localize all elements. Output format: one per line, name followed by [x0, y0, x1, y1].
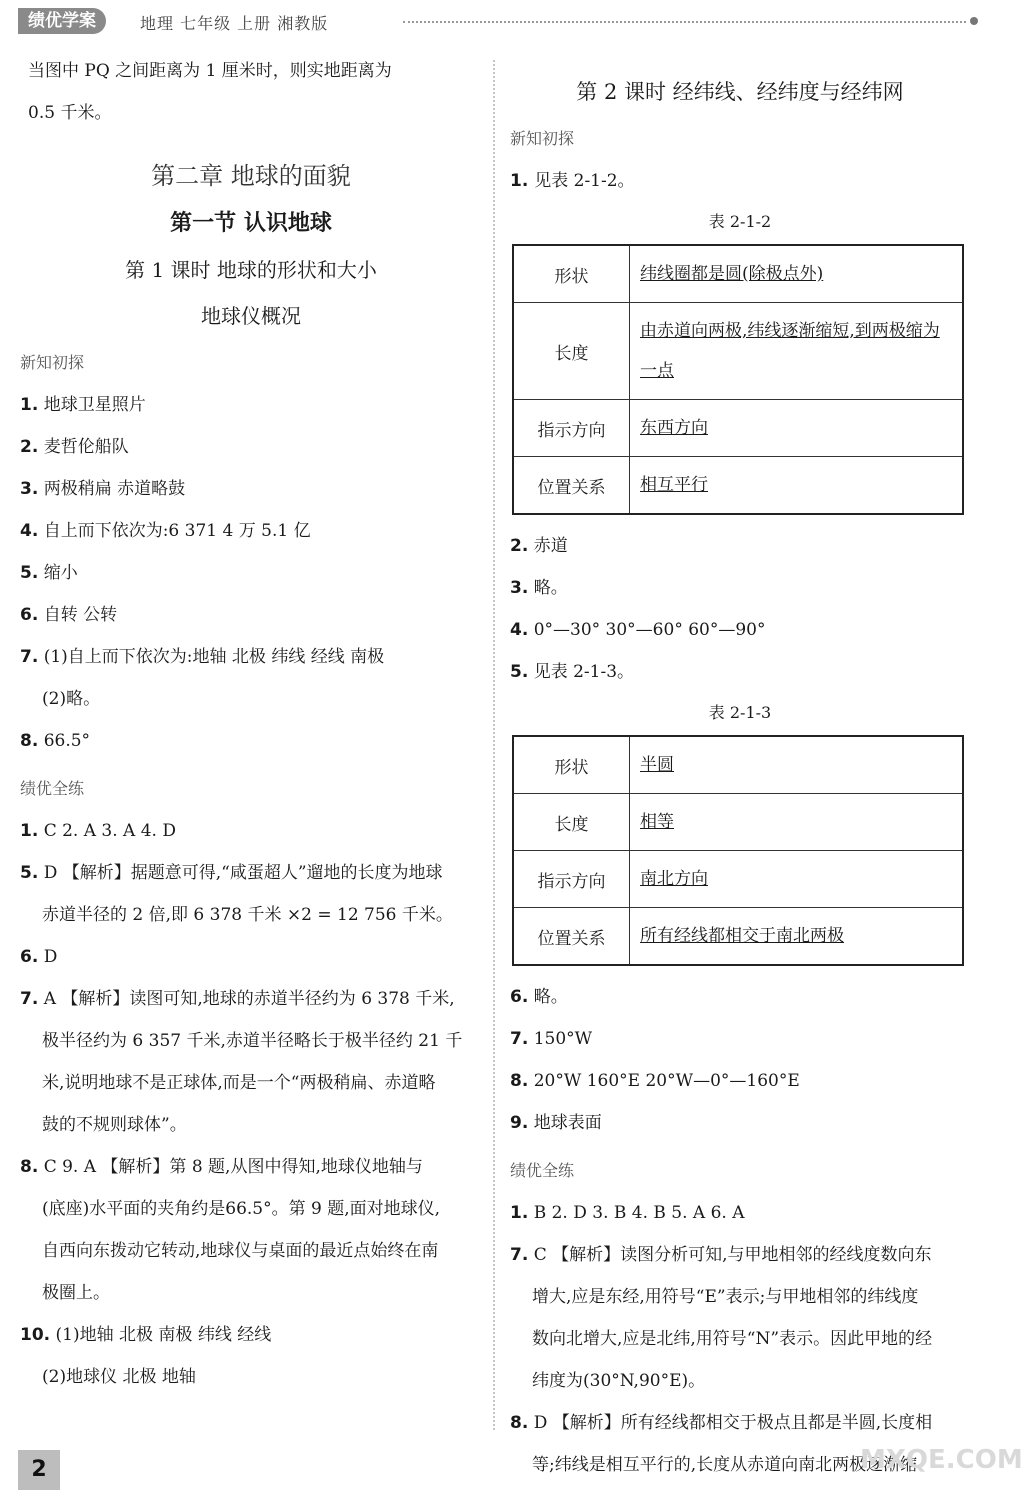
list-item [20, 1314, 482, 1356]
item-number: 1. [510, 1203, 529, 1223]
list-item [20, 1062, 482, 1104]
list-item [510, 609, 970, 651]
list-item [20, 552, 482, 594]
item-number: 10. [20, 1325, 51, 1345]
list-item [510, 1234, 970, 1276]
item-text: C 【解析】读图分析可知,与甲地相邻的经线度数向东 [533, 1245, 932, 1265]
table-row [513, 245, 963, 303]
table-row [513, 303, 963, 400]
list-item [20, 510, 482, 552]
right-column [510, 50, 970, 1486]
label-new-knowledge: 新知初探 [20, 353, 85, 372]
item-text: (1)自上而下依次为:地轴 北极 纬线 经线 南极 [43, 647, 385, 667]
list-item [510, 976, 970, 1018]
table-key: 形状 [513, 736, 630, 794]
list-item [510, 651, 970, 693]
item-text: 两极稍扁 赤道略鼓 [43, 479, 186, 499]
table-key: 位置关系 [513, 457, 630, 515]
item-text: 纬度为(30°N,90°E)。 [532, 1371, 706, 1391]
item-text: D [43, 947, 58, 967]
list-item [20, 468, 482, 510]
item-number: 6. [20, 947, 39, 967]
item-number: 3. [20, 479, 39, 499]
item-text: 鼓的不规则球体”。 [42, 1115, 187, 1135]
item-text: 极圈上。 [42, 1283, 110, 1303]
item-number: 8. [20, 731, 39, 751]
practice-list [20, 810, 482, 1398]
item-text: 地球表面 [533, 1113, 602, 1133]
practice-list-2 [510, 1192, 970, 1486]
item-number: 5. [20, 863, 39, 883]
item-text: 略。 [533, 578, 568, 598]
list-item [20, 1356, 482, 1398]
item-number: 1. [20, 395, 39, 415]
item-text: 赤道 [533, 536, 568, 556]
label-practice-2: 绩优全练 [510, 1161, 575, 1180]
list-item [20, 1230, 482, 1272]
list-item [20, 384, 482, 426]
underlined-answer: 由赤道向两极,纬线逐渐缩短,到两极缩为一点 [640, 321, 940, 381]
lesson-title: 第 1 课时 地球的形状和大小 [125, 258, 377, 282]
table-row [513, 457, 963, 515]
item-number: 7. [20, 647, 39, 667]
item-text: (2)略。 [42, 689, 101, 709]
subject-line: 地理 七年级 上册 湘教版 [140, 14, 329, 33]
table-key: 长度 [513, 303, 630, 400]
table-key: 位置关系 [513, 908, 630, 966]
table-value [630, 794, 964, 851]
list-item [20, 852, 482, 894]
table-value [630, 303, 964, 400]
list-item [20, 1146, 482, 1188]
item-text: C 9. A 【解析】第 8 题,从图中得知,地球仪地轴与 [43, 1157, 423, 1177]
list-item [510, 1360, 970, 1402]
table-value [630, 400, 964, 457]
list-item [20, 1272, 482, 1314]
table-row [513, 908, 963, 966]
table-value [630, 457, 964, 515]
item-text: 20°W 160°E 20°W—0°—160°E [533, 1071, 800, 1091]
list-item [20, 1020, 482, 1062]
item-text: (底座)水平面的夹角约是66.5°。第 9 题,面对地球仪, [42, 1199, 441, 1219]
label-practice: 绩优全练 [20, 779, 85, 798]
item-text: 见表 2-1-2。 [534, 171, 635, 191]
list-item [510, 1402, 970, 1444]
list-item [510, 567, 970, 609]
item-text: 数向北增大,应是北纬,用符号“N”表示。因此甲地的经 [532, 1329, 933, 1349]
item-number: 8. [510, 1413, 529, 1433]
table-key: 长度 [513, 794, 630, 851]
list-item [20, 978, 482, 1020]
list-item [20, 1104, 482, 1146]
item-number: 5. [20, 563, 39, 583]
item-number: 7. [510, 1245, 529, 1265]
item-text: 等;纬线是相互平行的,长度从赤道向南北两极逐渐缩 [532, 1455, 918, 1475]
table-value [630, 736, 964, 794]
list-item [20, 1188, 482, 1230]
list-item [20, 426, 482, 468]
left-column [20, 50, 482, 1398]
label-new-knowledge-2: 新知初探 [510, 129, 575, 148]
list-item [510, 525, 970, 567]
item-text: 赤道半径的 2 倍,即 6 378 千米 ×2 = 12 756 千米。 [42, 905, 453, 925]
answer-table-2 [512, 735, 964, 966]
table-caption-1: 表 2-1-2 [708, 212, 772, 231]
after-list [510, 976, 970, 1144]
item-text: (2)地球仪 北极 地轴 [42, 1367, 196, 1387]
intro-line-1: 当图中 PQ 之间距离为 1 厘米时，则实地距离为 [28, 61, 392, 81]
mid-list [510, 525, 970, 693]
underlined-answer: 东西方向 [640, 418, 708, 438]
section-title: 第一节 认识地球 [170, 211, 332, 236]
list-item [20, 636, 482, 678]
item-text: A 【解析】读图可知,地球的赤道半径约为 6 378 千米, [43, 989, 455, 1009]
item-number: 4. [20, 521, 39, 541]
list-item [20, 594, 482, 636]
item-text: 自转 公转 [43, 605, 118, 625]
table-row [513, 400, 963, 457]
item-text: D 【解析】所有经线都相交于极点且都是半圆,长度相 [533, 1413, 933, 1433]
table-key: 指示方向 [513, 400, 630, 457]
item-number: 7. [510, 1029, 529, 1049]
item-number: 2. [20, 437, 39, 457]
table-row [513, 851, 963, 908]
page-header [18, 8, 978, 38]
item-text: (1)地轴 北极 南极 纬线 经线 [55, 1325, 272, 1345]
list-item [20, 936, 482, 978]
item-number: 6. [20, 605, 39, 625]
item-text: 增大,应是东经,用符号“E”表示;与甲地相邻的纬线度 [532, 1287, 919, 1307]
item-text: 0°—30° 30°—60° 60°—90° [533, 620, 766, 640]
item-text: 自西向东拨动它转动,地球仪与桌面的最近点始终在南 [42, 1241, 439, 1261]
list-item [510, 1018, 970, 1060]
item-number: 3. [510, 578, 529, 598]
item-text: 麦哲伦船队 [43, 437, 129, 457]
item-text: 自上而下依次为:6 371 4 万 5.1 亿 [43, 521, 311, 541]
item-number: 4. [510, 620, 529, 640]
list-item [20, 810, 482, 852]
item-number: 9. [510, 1113, 529, 1133]
item-text: 66.5° [43, 731, 91, 751]
table-row [513, 736, 963, 794]
item-text: D 【解析】据题意可得,“咸蛋超人”遛地的长度为地球 [43, 863, 443, 883]
lesson-subtitle: 地球仪概况 [201, 304, 301, 328]
item-text: 米,说明地球不是正球体,而是一个“两极稍扁、赤道略 [42, 1073, 436, 1093]
item-number: 6. [510, 987, 529, 1007]
item-number: 2. [510, 536, 529, 556]
page-number: 2 [18, 1450, 60, 1490]
item-number: 7. [20, 989, 39, 1009]
item-text: B 2. D 3. B 4. B 5. A 6. A [533, 1203, 745, 1223]
item-text: 地球卫星照片 [43, 395, 146, 415]
header-dot [970, 17, 978, 25]
item-text: 略。 [533, 987, 568, 1007]
item-number: 8. [510, 1071, 529, 1091]
item-text: 极半径约为 6 357 千米,赤道半径略长于极半径约 21 千 [42, 1031, 463, 1051]
underlined-answer: 所有经线都相交于南北两极 [640, 926, 844, 946]
table-value [630, 851, 964, 908]
item-number: 1. [20, 821, 39, 841]
table-row [513, 794, 963, 851]
list-item [20, 678, 482, 720]
header-dotted-rule [403, 21, 966, 23]
item-number: 5. [510, 662, 529, 682]
item-text: 见表 2-1-3。 [533, 662, 635, 682]
table-value [630, 908, 964, 966]
underlined-answer: 相互平行 [640, 475, 708, 495]
list-item [510, 1276, 970, 1318]
answer-table-1 [512, 244, 964, 515]
list-item [510, 1060, 970, 1102]
lesson-2-title: 第 2 课时 经纬线、经纬度与经纬网 [576, 80, 904, 104]
item-text: C 2. A 3. A 4. D [43, 821, 176, 841]
column-divider [493, 60, 495, 1430]
table-value [630, 245, 964, 303]
brand-tag: 绩优学案 [18, 8, 106, 34]
list-item [510, 1318, 970, 1360]
underlined-answer: 南北方向 [640, 869, 708, 889]
underlined-answer: 纬线圈都是圆(除极点外) [640, 264, 824, 284]
list-item [20, 894, 482, 936]
list-item [510, 1192, 970, 1234]
underlined-answer: 相等 [640, 812, 674, 832]
table-caption-2: 表 2-1-3 [708, 703, 772, 722]
item-text: 150°W [533, 1029, 593, 1049]
item-text: 缩小 [43, 563, 78, 583]
intro-line-2: 0.5 千米。 [28, 103, 112, 123]
list-item: 1. 见表 2-1-2。 [510, 171, 635, 191]
list-item [20, 720, 482, 762]
watermark-logo: MXQE.COM [860, 1445, 1023, 1475]
item-number: 8. [20, 1157, 39, 1177]
table-key: 形状 [513, 245, 630, 303]
list-item [510, 1102, 970, 1144]
table-key: 指示方向 [513, 851, 630, 908]
new-knowledge-list [20, 384, 482, 762]
underlined-answer: 半圆 [640, 755, 674, 775]
chapter-title: 第二章 地球的面貌 [151, 162, 351, 190]
